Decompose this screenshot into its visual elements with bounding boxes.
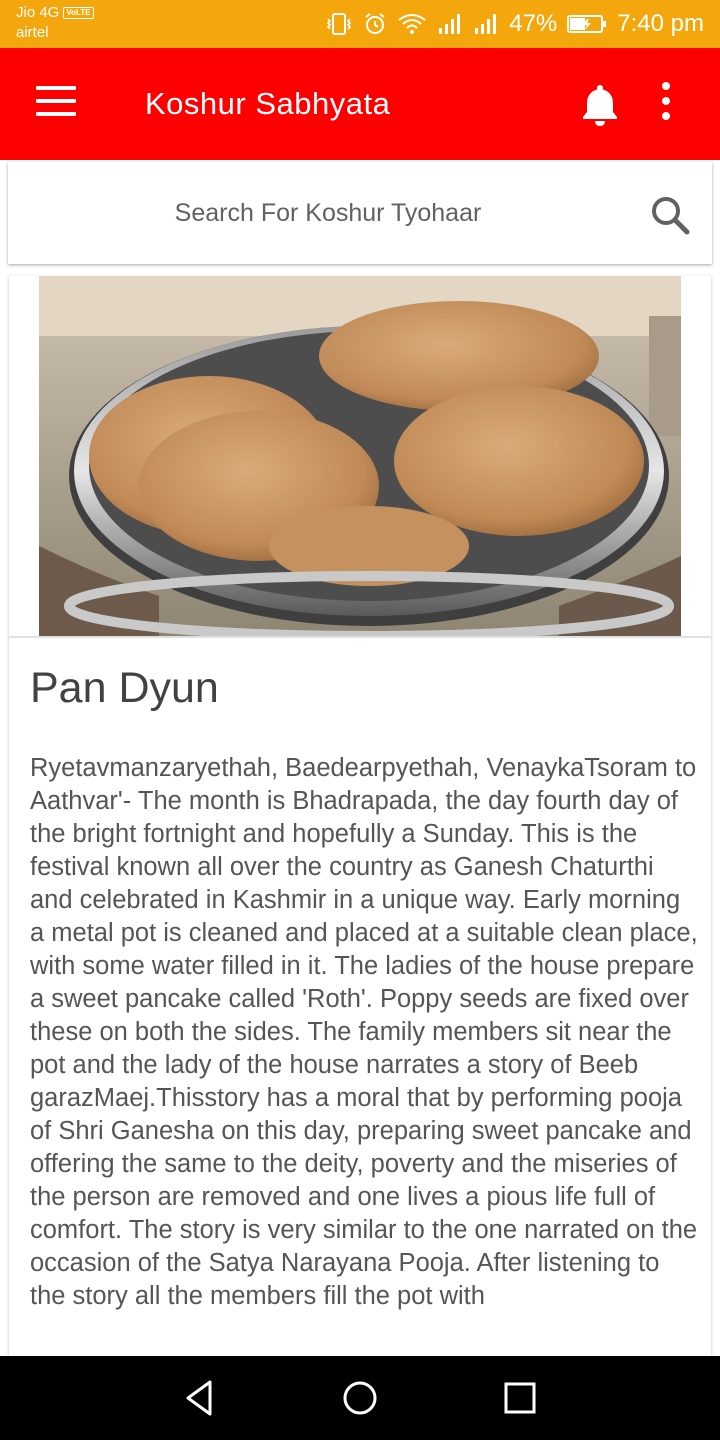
- status-icons: [325, 0, 704, 48]
- clock: 7:40 pm: [617, 10, 704, 37]
- carrier-info: [16, 4, 94, 42]
- search-icon[interactable]: [646, 194, 694, 236]
- search-bar[interactable]: [8, 162, 712, 264]
- back-icon[interactable]: [178, 1376, 222, 1420]
- recents-icon[interactable]: [498, 1376, 542, 1420]
- alarm-icon: [363, 12, 387, 36]
- festival-card[interactable]: [9, 276, 711, 1366]
- vibrate-icon: [325, 12, 353, 36]
- app-bar: [0, 48, 720, 160]
- volte-badge: VoLTE: [63, 7, 93, 19]
- search-input[interactable]: Search For Koshur Tyohaar: [174, 199, 482, 227]
- festival-title: Pan Dyun: [30, 664, 219, 712]
- signal-icon: [473, 12, 499, 36]
- home-icon[interactable]: [338, 1376, 382, 1420]
- wifi-icon: [397, 12, 427, 36]
- app-title: Koshur Sabhyata: [145, 86, 391, 121]
- status-bar: [0, 0, 720, 48]
- battery-percent: 47%: [509, 10, 558, 37]
- bell-icon[interactable]: [576, 80, 624, 128]
- navigation-bar: [0, 1356, 720, 1440]
- festival-image: [39, 276, 681, 636]
- battery-icon: [567, 13, 607, 35]
- carrier-secondary: airtel: [16, 24, 49, 41]
- hamburger-menu-icon[interactable]: [36, 86, 76, 122]
- carrier-primary: Jio 4G: [16, 4, 60, 21]
- festival-description: Ryetavmanzaryethah, Baedearpyethah, VenaykaTsoram to Aathvar'- The month is Bhadrapada, the day fourth day of the bright fortnight and hopefully a Sunday. This is the festival known all over the country as Ganesh Chaturthi and celebrated in Kashmir in a unique way. Early morning a metal pot is cleaned and placed at a suitable clean place, with some water filled in it. The ladies of the house prepare a sweet pancake called 'Roth'. Poppy seeds are fixed over these on both the sides. The family members sit near the pot and the lady of the house narrates a story of Beeb garazMaej.Thisstory has a moral that by performing pooja of Shri Ganesha on this day, preparing sweet pancake and offering the same to the deity, poverty and the miseries of the person are removed and one lives a pious life full of comfort. The story is very similar to the one narrated on the occasion of the Satya Narayana Pooja. After listening to the story all the members fill the pot with: [30, 754, 698, 1310]
- divider: [9, 636, 711, 638]
- more-vert-icon[interactable]: [652, 82, 680, 126]
- signal-icon: [437, 12, 463, 36]
